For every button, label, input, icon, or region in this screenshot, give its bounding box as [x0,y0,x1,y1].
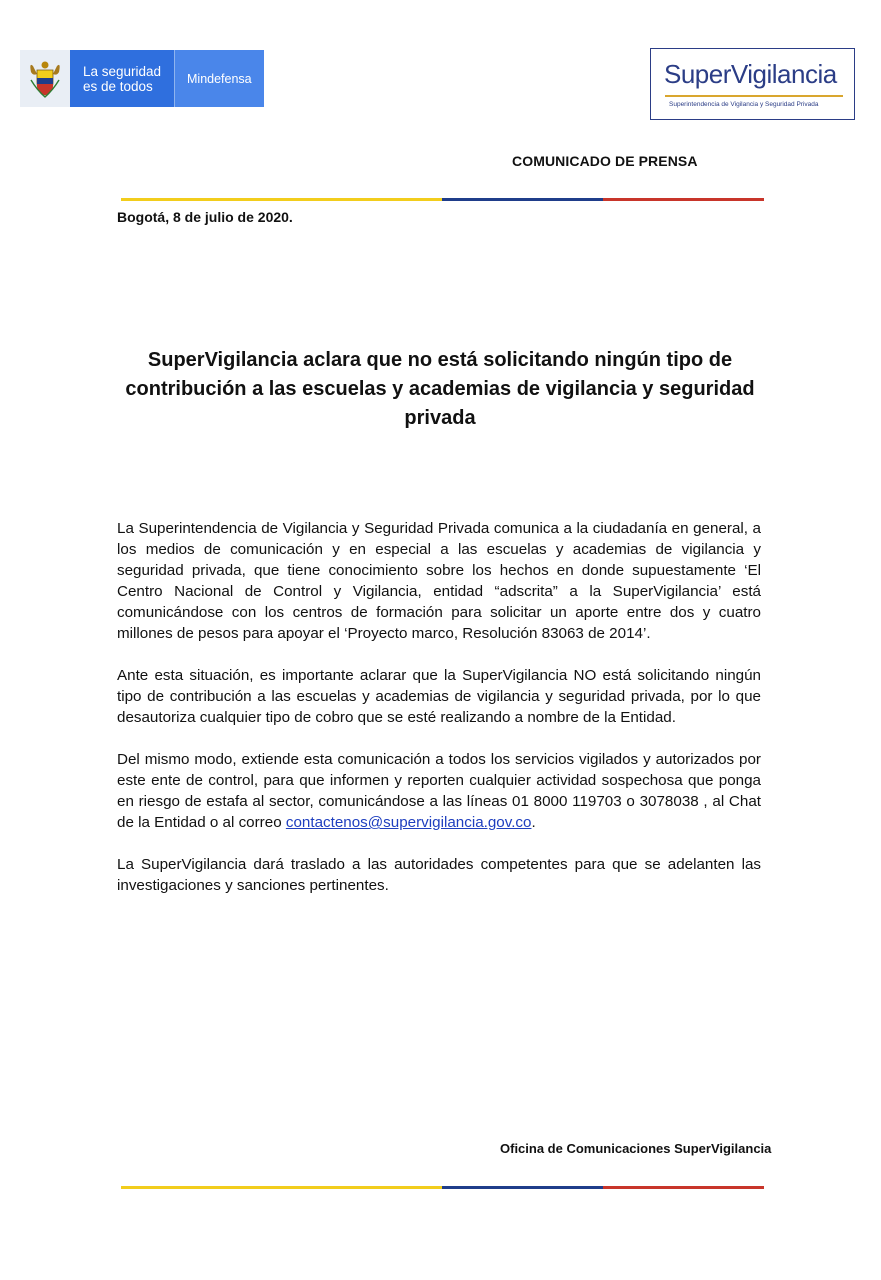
ministry-label: Mindefensa [175,50,264,107]
agency-logo-underline [665,95,843,97]
supervigilancia-logo [650,48,855,120]
paragraph-3 [117,749,761,833]
contact-email-link[interactable]: contactenos@supervigilancia.gov.co [285,814,532,831]
gov-slogan [70,50,174,107]
flag-stripe-yellow [121,1186,442,1189]
agency-logo-name: SuperVigilancia [664,59,837,89]
signature: Oficina de Comunicaciones SuperVigilancia [500,1141,772,1156]
flag-stripe-top [121,198,764,201]
flag-stripe-yellow [121,198,442,201]
paragraph-2: Ante esta situación, es importante aclarar que la SuperVigilancia NO está solicitando ningún tipo de contribución a las escuelas y academias de vigilancia y seguridad privada, por lo que desautoriza cualquier tipo de cobro que se esté realizando a nombre de la Entidad. [117,667,761,726]
gov-slogan-line2: es de todos [83,78,153,94]
flag-stripe-bottom [121,1186,764,1189]
press-release-label: COMUNICADO DE PRENSA [512,153,698,169]
headline: SuperVigilancia aclara que no está solicitando ningún tipo de contribución a las escuelas y academias de vigilancia y seguridad privada [125,349,755,429]
flag-stripe-red [603,1186,764,1189]
flag-stripe-red [603,198,764,201]
flag-stripe-blue [442,1186,603,1189]
paragraph-1: La Superintendencia de Vigilancia y Seguridad Privada comunica a la ciudadanía en general, a los medios de comunicación y en especial a las escuelas y academias de vigilancia y seguridad privada, que tiene conocimiento sobre los hechos en donde supuestamente ‘El Centro Nacional de Control y Vigilancia, entidad “adscrita” a la SuperVigilancia’ está comunicándose con los centros de formación para solicitar un aporte entre dos y cuatro millones de pesos para apoyar el ‘Proyecto marco, Resolución 83063 de 2014’. [117,520,761,642]
paragraph-4: La SuperVigilancia dará traslado a las autoridades competentes para que se adelanten las investigaciones y sanciones pertinentes. [117,856,761,894]
document-body [117,518,761,917]
paragraph-3-end: . [531,814,536,831]
coat-of-arms-icon [20,50,70,107]
flag-stripe-blue [442,198,603,201]
gov-logo [20,50,264,107]
paragraph-3-text: Del mismo modo, extiende esta comunicación a todos los servicios vigilados y autorizados por este ente de control, para que informen y reporten cualquier actividad sospechosa que ponga en riesgo de estafa al sector, comunicándose a las líneas 01 8000 119703 o 3078038 , al Chat de la Entidad o al correo [117,751,761,831]
document-date: Bogotá, 8 de julio de 2020. [117,209,293,225]
gov-slogan-line1: La seguridad [83,63,162,79]
agency-logo-subtitle: Superintendencia de Vigilancia y Seguridad Privada [669,101,819,108]
